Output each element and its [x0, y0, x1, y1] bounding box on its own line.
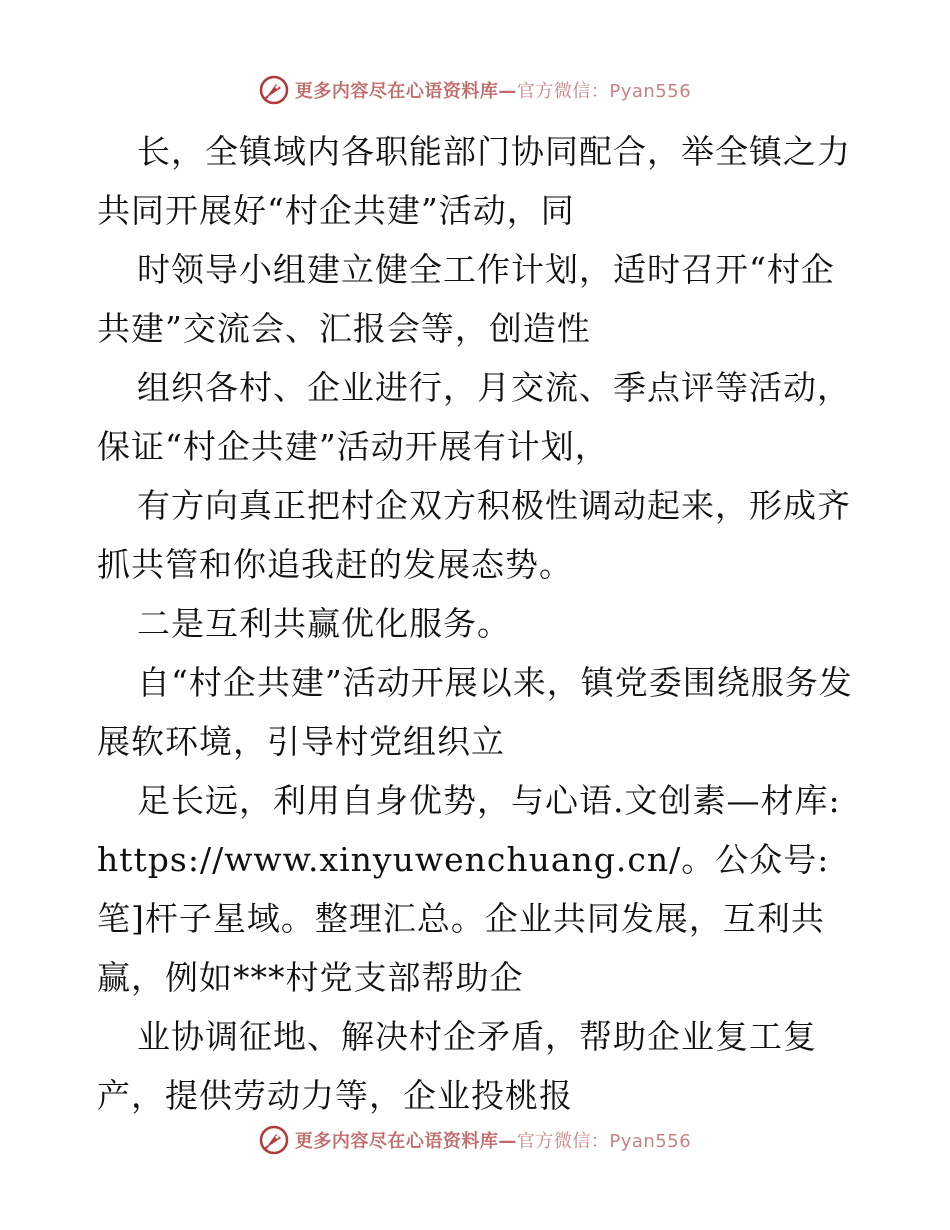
paragraph: 时领导小组建立健全工作计划，适时召开“村企共建”交流会、汇报会等，创造性 [97, 250, 835, 348]
banner-main-text: 更多内容尽在心语资料库— [294, 1131, 517, 1152]
pen-nib-logo-icon [259, 1125, 289, 1155]
header-banner [0, 70, 950, 110]
paragraph: 业协调征地、解决村企矛盾，帮助企业复工复产，提供劳动力等，企业投桃报 [97, 1017, 817, 1115]
paragraph: 有方向真正把村企双方积极性调动起来，形成齐抓共管和你追我赶的发展态势。 [97, 486, 851, 584]
paragraph: 二是互利共赢优化服务。 [137, 604, 511, 643]
paragraph: 组织各村、企业进行，月交流、季点评等活动，保证“村企共建”活动开展有计划， [97, 368, 851, 466]
document-body [97, 122, 867, 1125]
banner-main-text: 更多内容尽在心语资料库— [294, 81, 517, 102]
pen-nib-logo-icon [259, 75, 289, 105]
banner-text [295, 1127, 691, 1153]
paragraph: 长，全镇域内各职能部门协同配合，举全镇之力共同开展好“村企共建”活动，同 [97, 132, 851, 230]
banner-wechat-text: 官方微信：Pyan556 [516, 81, 692, 102]
footer-banner [0, 1120, 950, 1160]
paragraph: 足长远，利用自身优势，与心语.文创素—材库: https://www.xinyuwenchuang.cn/。公众号:笔]杆子星域。整理汇总。企业共同发展，互利共赢，例如***村党支部帮助企 [97, 781, 841, 997]
paragraph: 自“村企共建”活动开展以来，镇党委围绕服务发展软环境，引导村党组织立 [97, 663, 853, 761]
banner-text [295, 77, 691, 103]
banner-wechat-text: 官方微信：Pyan556 [516, 1131, 692, 1152]
